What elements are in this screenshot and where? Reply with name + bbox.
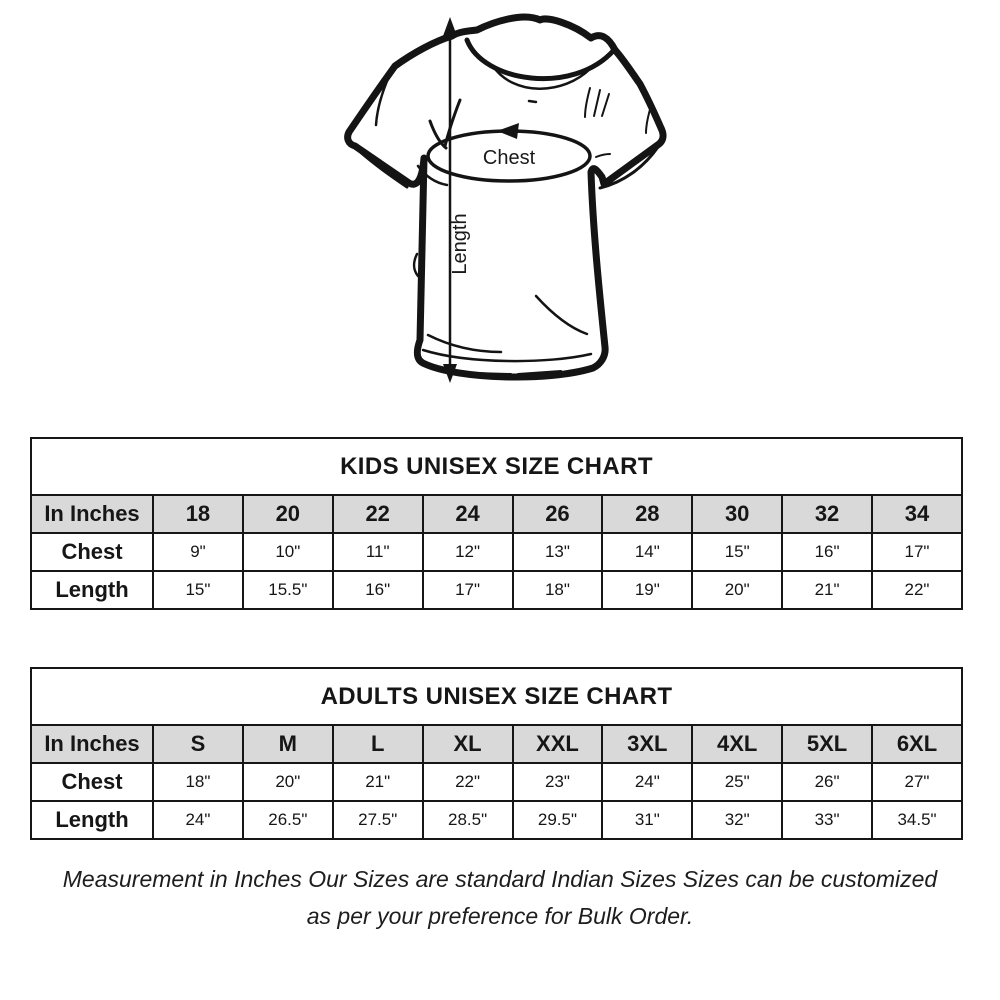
adults-size-column: XL — [423, 725, 513, 763]
kids-size-column: 24 — [423, 495, 513, 533]
adults-size-column: 3XL — [602, 725, 692, 763]
kids-chest-value: 15" — [692, 533, 782, 571]
length-measure-arrow — [443, 17, 471, 383]
kids-size-column: 32 — [782, 495, 872, 533]
kids-length-value: 21" — [782, 571, 872, 609]
adults-chart-title: ADULTS UNISEX SIZE CHART — [31, 668, 962, 725]
adults-length-value: 34.5" — [872, 801, 962, 839]
adults-size-column: 6XL — [872, 725, 962, 763]
measurement-note-line2: as per your preference for Bulk Order. — [306, 903, 694, 929]
adults-length-value: 28.5" — [423, 801, 513, 839]
kids-length-label: Length — [31, 571, 153, 609]
kids-chest-value: 12" — [423, 533, 513, 571]
measurement-note-line1: Measurement in Inches Our Sizes are standard Indian Sizes Sizes can be customized — [62, 866, 938, 892]
tshirt-measurement-diagram — [333, 4, 669, 396]
adults-size-column: XXL — [513, 725, 603, 763]
kids-length-value: 20" — [692, 571, 782, 609]
kids-length-value: 15.5" — [243, 571, 333, 609]
adults-chest-value: 24" — [602, 763, 692, 801]
adults-chest-value: 20" — [243, 763, 333, 801]
adults-chest-value: 22" — [423, 763, 513, 801]
adults-size-column: S — [153, 725, 243, 763]
kids-length-value: 19" — [602, 571, 692, 609]
adults-chest-value: 26" — [782, 763, 872, 801]
adults-size-column: M — [243, 725, 333, 763]
kids-size-column: 26 — [513, 495, 603, 533]
kids-length-row — [31, 571, 962, 609]
adults-length-label: Length — [31, 801, 153, 839]
kids-length-value: 15" — [153, 571, 243, 609]
kids-chest-value: 16" — [782, 533, 872, 571]
length-arrowhead-up-icon — [443, 17, 457, 36]
adults-chest-value: 25" — [692, 763, 782, 801]
kids-length-value: 16" — [333, 571, 423, 609]
kids-chest-row — [31, 533, 962, 571]
kids-size-chart-table — [30, 437, 963, 610]
adults-size-column: 4XL — [692, 725, 782, 763]
adults-chest-row — [31, 763, 962, 801]
tshirt-icon — [333, 4, 669, 396]
chest-arrowhead-icon — [497, 123, 519, 139]
kids-header-label: In Inches — [31, 495, 153, 533]
chest-label: Chest — [482, 147, 536, 169]
adults-size-column: 5XL — [782, 725, 872, 763]
kids-header-row — [31, 495, 962, 533]
adults-header-row — [31, 725, 962, 763]
adults-length-value: 26.5" — [243, 801, 333, 839]
kids-chest-value: 9" — [153, 533, 243, 571]
length-label: Length — [449, 213, 471, 275]
adults-header-label: In Inches — [31, 725, 153, 763]
kids-chest-value: 17" — [872, 533, 962, 571]
kids-chest-value: 10" — [243, 533, 333, 571]
kids-size-column: 18 — [153, 495, 243, 533]
adults-size-column: L — [333, 725, 423, 763]
kids-size-column: 28 — [602, 495, 692, 533]
adults-chest-value: 23" — [513, 763, 603, 801]
adults-chest-value: 18" — [153, 763, 243, 801]
chest-measure-ellipse — [428, 123, 590, 181]
adults-chest-value: 27" — [872, 763, 962, 801]
kids-size-column: 20 — [243, 495, 333, 533]
kids-length-value: 22" — [872, 571, 962, 609]
kids-chart-title: KIDS UNISEX SIZE CHART — [31, 438, 962, 495]
adults-title-row — [31, 668, 962, 725]
measurement-note — [0, 861, 1000, 935]
kids-title-row — [31, 438, 962, 495]
adults-chest-value: 21" — [333, 763, 423, 801]
kids-length-value: 17" — [423, 571, 513, 609]
adults-length-value: 31" — [602, 801, 692, 839]
kids-chest-value: 13" — [513, 533, 603, 571]
kids-chest-value: 14" — [602, 533, 692, 571]
adults-length-value: 33" — [782, 801, 872, 839]
kids-size-column: 22 — [333, 495, 423, 533]
kids-chest-value: 11" — [333, 533, 423, 571]
kids-chest-label: Chest — [31, 533, 153, 571]
kids-size-column: 34 — [872, 495, 962, 533]
kids-length-value: 18" — [513, 571, 603, 609]
adults-length-value: 27.5" — [333, 801, 423, 839]
adults-length-row — [31, 801, 962, 839]
adults-length-value: 29.5" — [513, 801, 603, 839]
adults-chest-label: Chest — [31, 763, 153, 801]
adults-length-value: 32" — [692, 801, 782, 839]
adults-length-value: 24" — [153, 801, 243, 839]
kids-size-column: 30 — [692, 495, 782, 533]
adults-size-chart-table — [30, 667, 963, 840]
